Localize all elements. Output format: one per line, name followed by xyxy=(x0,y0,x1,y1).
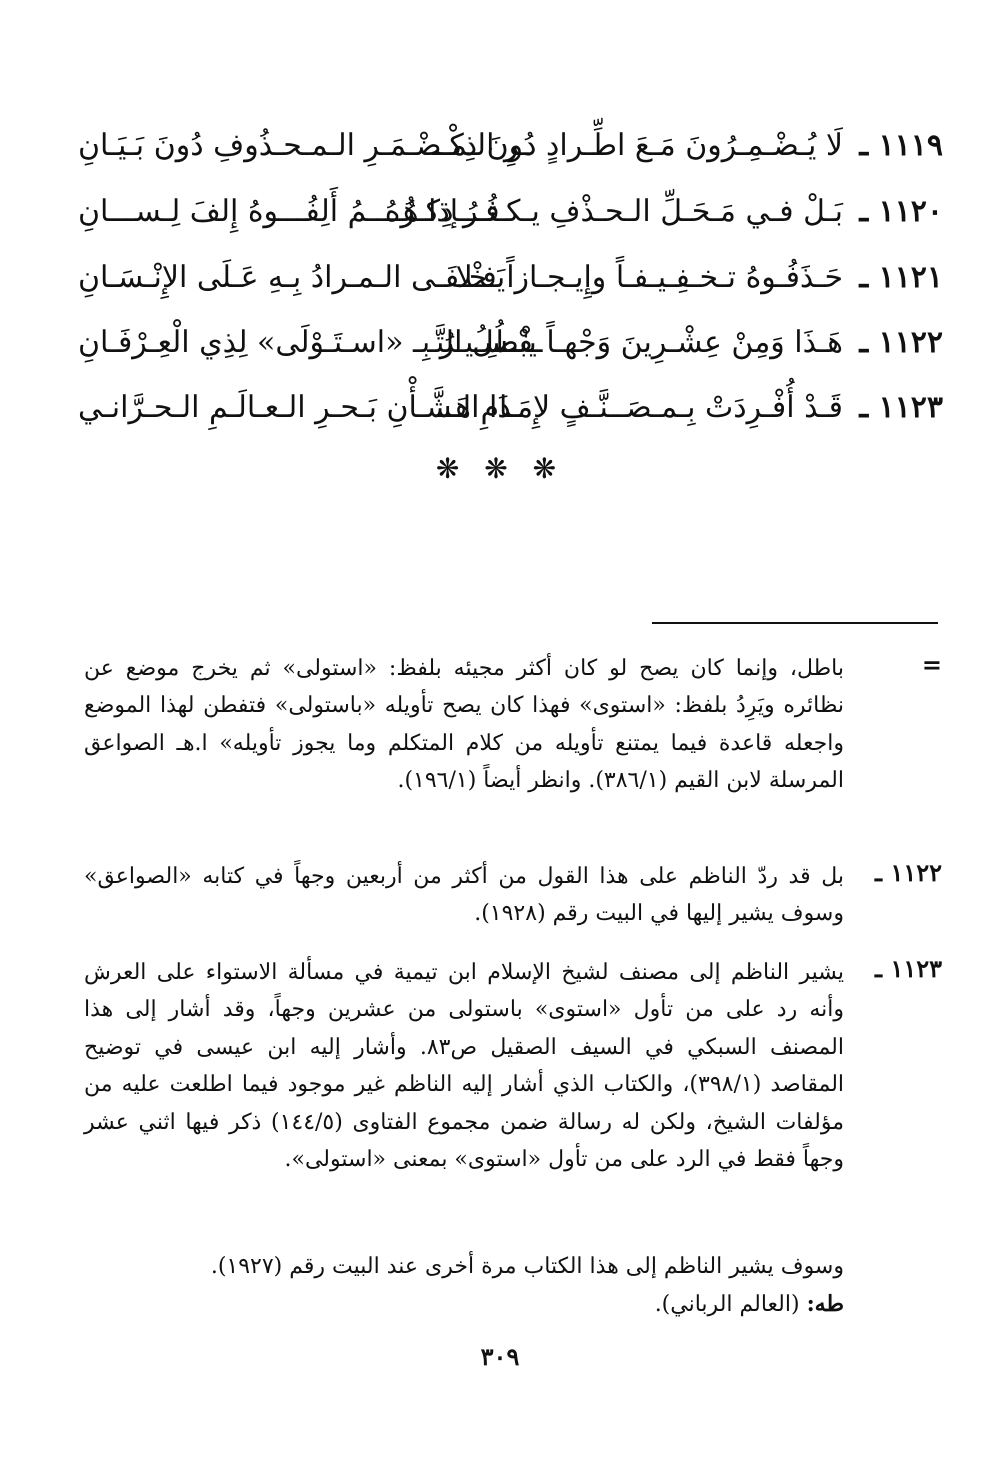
verse-second-hemistich: ـفْـسِـيـرُ بِـ «اسـتَـوْلَى» لِذِي الْعِـرْفَـانِ xyxy=(78,325,543,360)
footnote-number-1122: ١١٢٢ ـ xyxy=(875,858,942,887)
verse-second-hemistich: يَـخْـفَـى الـمـرادُ بِـهِ عَـلَى الإِنْـسَـانِ xyxy=(78,260,506,295)
verse-line xyxy=(78,382,943,438)
footnote-editor-note xyxy=(84,1286,844,1323)
verse-second-hemistich: ـذَا الـشَّـأْنِ بَـحـرِ الـعـالَـمِ الـحـرَّانـي xyxy=(78,390,522,425)
verse-first-hemistich: حَـذَفُـوهُ تـخـفِـيـفـاً وإِيـجـازاً فـلا xyxy=(455,260,843,295)
footnote-rule xyxy=(652,622,938,624)
verse-first-hemistich: قَـدْ أُفْـرِدَتْ بِـمـصَــنَّـفٍ لإِمَـامِ هَــ xyxy=(437,390,843,425)
editor-label: طه: xyxy=(806,1291,844,1317)
verse-line xyxy=(78,252,943,308)
verse-line xyxy=(78,120,943,176)
page-number: ٣٠٩ xyxy=(480,1342,520,1371)
verse-line xyxy=(78,186,943,242)
footnote-1122: بل قد ردّ الناظم على هذا القول من أكثر من أربعين وجهاً في كتابه «الصواعق» وسوف يشير إليها في البيت رقم (١٩٢٨). xyxy=(84,864,844,927)
verse-first-hemistich: لَا يُـضْـمِـرُونَ مَـعَ اطِّـرادٍ دُونَ ذِكْــ xyxy=(431,128,843,163)
verse-number: ١١١٩ ـ xyxy=(859,128,943,163)
verse-number: ١١٢١ ـ xyxy=(859,260,943,295)
footnote-1123-continuation: وسوف يشير الناظم إلى هذا الكتاب مرة أخرى عند البيت رقم (١٩٢٧). xyxy=(210,1254,844,1279)
footnote-continuation-mark: = xyxy=(921,650,942,679)
verse-second-hemistich: فـــإذا هُــــمُ أَلِفُـــوهُ إِلفَ لِـســـانِ xyxy=(78,194,500,229)
footnote-1123: يشير الناظم إلى مصنف لشيخ الإسلام ابن تيمية في مسألة الاستواء على العرش وأنه رد على من تأول «استوى» باستولى من عشرين وجهاً، وقد أشار إلى هذا المصنف السبكي في السيف الصقيل ص٨٣. وأشار إليه ابن عيسى في توضيح المقاصد (٣٩٨/١)، والكتاب الذي أشار إليه الناظم غير موجود فيما اطلعت عليه من مؤلفات الشيخ، ولكن له رسالة ضمن مجموع الفتاوى (١٤٤/٥) ذكر فيها اثني عشر وجهاً فقط في الرد على من تأول «استوى» بمعنى «استولى». xyxy=(84,960,845,1173)
verse-first-hemistich: هَـذَا وَمِنْ عِشْـرِينَ وَجْهـاً يبْطُلُ التَّـ xyxy=(427,325,843,360)
verse-first-hemistich: بَـلْ فـي مَـحَـلِّ الـحـذْفِ يـكـثُـرُ ذِكـرُهُ xyxy=(384,194,843,229)
footnote-continuation: باطل، وإنما كان يصح لو كان أكثر مجيئه بلفظ: «استولى» ثم يخرج موضع عن نظائره ويَرِدُ بلفظ: «استوى» فهذا كان يصح تأويله «باستولى» فتفطن لهذا الموضع واجعله قاعدة فيما يمتنع تأويله من كلام المتكلم وما يجوز تأويله» ا.هـ الصواعق المرسلة لابن القيم (٣٨٦/١). وانظر أيضاً (١٩٦/١). xyxy=(84,656,844,794)
verse-second-hemistich: ـرِ الـمـضْـمَـرِ الـمـحـذُوفِ دُونَ بَـيَـانِ xyxy=(78,128,530,163)
footnote-number-1123: ١١٢٣ ـ xyxy=(875,954,942,983)
verse-number: ١١٢٣ ـ xyxy=(859,390,943,425)
verse-line xyxy=(78,317,943,373)
verse-number: ١١٢٠ ـ xyxy=(859,194,943,229)
section-separator: ❋ ❋ ❋ xyxy=(435,452,565,485)
editor-note-text: (العالم الرباني). xyxy=(654,1292,800,1317)
verse-number: ١١٢٢ ـ xyxy=(859,325,943,360)
